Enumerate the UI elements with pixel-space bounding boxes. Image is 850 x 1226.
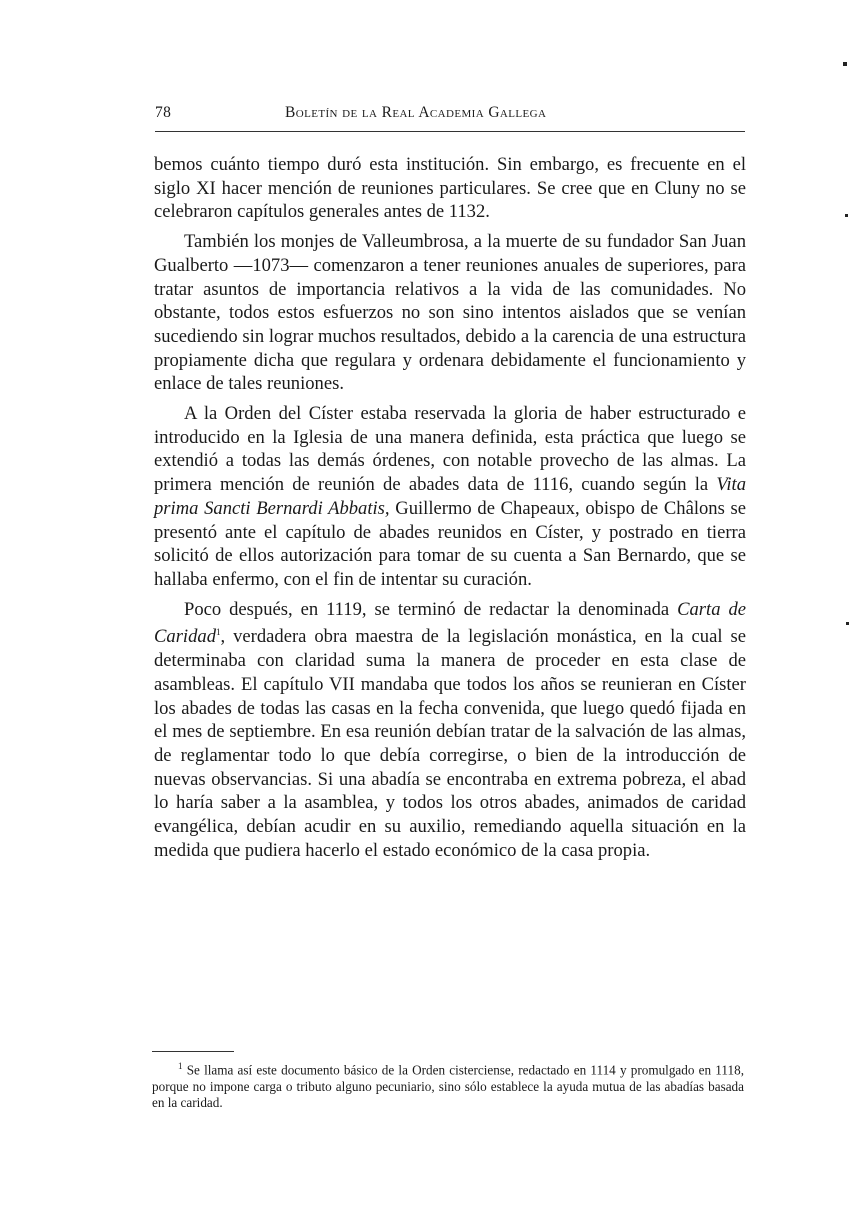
footnote — [152, 1058, 744, 1112]
header-rule — [155, 131, 745, 132]
running-title: Boletín de la Real Academia Gallega — [285, 104, 547, 121]
footnote-text: Se llama así este documento básico de la Orden cisterciense, redactado en 1114 y promulgado en 1118, porque no impone carga o tributo alguno pecuniario, sino sólo establece la ayuda mutua de las abadías basada en la caridad. — [152, 1062, 744, 1111]
paragraph-4 — [154, 598, 746, 863]
scan-speck — [845, 214, 848, 217]
carta-de-caridad-title: Carta de Caridad — [154, 598, 746, 648]
scan-speck — [843, 62, 847, 66]
page-number: 78 — [155, 104, 172, 121]
paragraph-3-text-a: A la Orden del Císter estaba reservada la gloria de haber estructurado e introducido en la Iglesia de una manera definida, esta práctica que luego se extendió a todas las demás órdenes, con notable provecho de las almas. La primera mención de reunión de abades data de 1116, cuando según la — [154, 403, 746, 496]
scan-speck — [846, 622, 849, 625]
footnote-reference[interactable]: 1 — [216, 627, 221, 638]
footnote-mark: 1 — [178, 1061, 183, 1071]
paragraph-3 — [154, 402, 746, 592]
paragraph-4-text-a: Poco después, en 1119, se terminó de redactar la denominada — [184, 598, 678, 620]
paragraph-2: También los monjes de Valleumbrosa, a la muerte de su fundador San Juan Gualberto —1073— comenzaron a tener reuniones anuales de superiores, para tratar asuntos de importancia relativos a la vida de las comunidades. No obstante, todos estos esfuerzos no son sino intentos aislados que se venían sucediendo sin lograr muchos resultados, debido a la carencia de una estructura propiamente dicha que regulara y ordenara debidamente el funcionamiento y enlace de tales reuniones. — [154, 231, 746, 395]
paragraph-4-text-b: , verdadera obra maestra de la legislación monástica, en la cual se determinaba con claridad suma la manera de proceder en esta clase de asambleas. El capítulo VII mandaba que todos los años se reunieran en Císter los abades de todas las casas en la fecha convenida, que luego quedó fijada en el mes de septiembre. En esa reunión debían tratar de la salvación de las almas, de reglamentar todo lo que debía corregirse, o bien de la introducción de nuevas observancias. Si una abadía se encontraba en extrema pobreza, el abad lo haría saber a la asamblea, y todos los otros abades, animados de caridad evangélica, debían acudir en su auxilio, remediando aquella situación en la medida que pudiera hacerlo el estado económico de la casa propia. — [154, 626, 746, 861]
body-text — [154, 153, 746, 869]
vita-prima-title: Vita prima Sancti Bernardi Abbatis, — [154, 474, 746, 519]
footnote-rule — [152, 1051, 234, 1052]
paragraph-1: bemos cuánto tiempo duró esta institución. Sin embargo, es frecuente en el siglo XI hacer mención de reuniones particulares. Se cree que en Cluny no se celebraron capítulos generales antes de 1132. — [154, 154, 746, 223]
page-header — [155, 104, 745, 128]
paragraph-3-text-b: Guillermo de Chapeaux, obispo de Châlons se presentó ante el capítulo de abades reunidos en Císter, y postrado en tierra solicitó de ellos autorización para tomar de su cuenta a San Bernardo, que se hallaba enfermo, con el fin de intentar su curación. — [154, 497, 747, 590]
